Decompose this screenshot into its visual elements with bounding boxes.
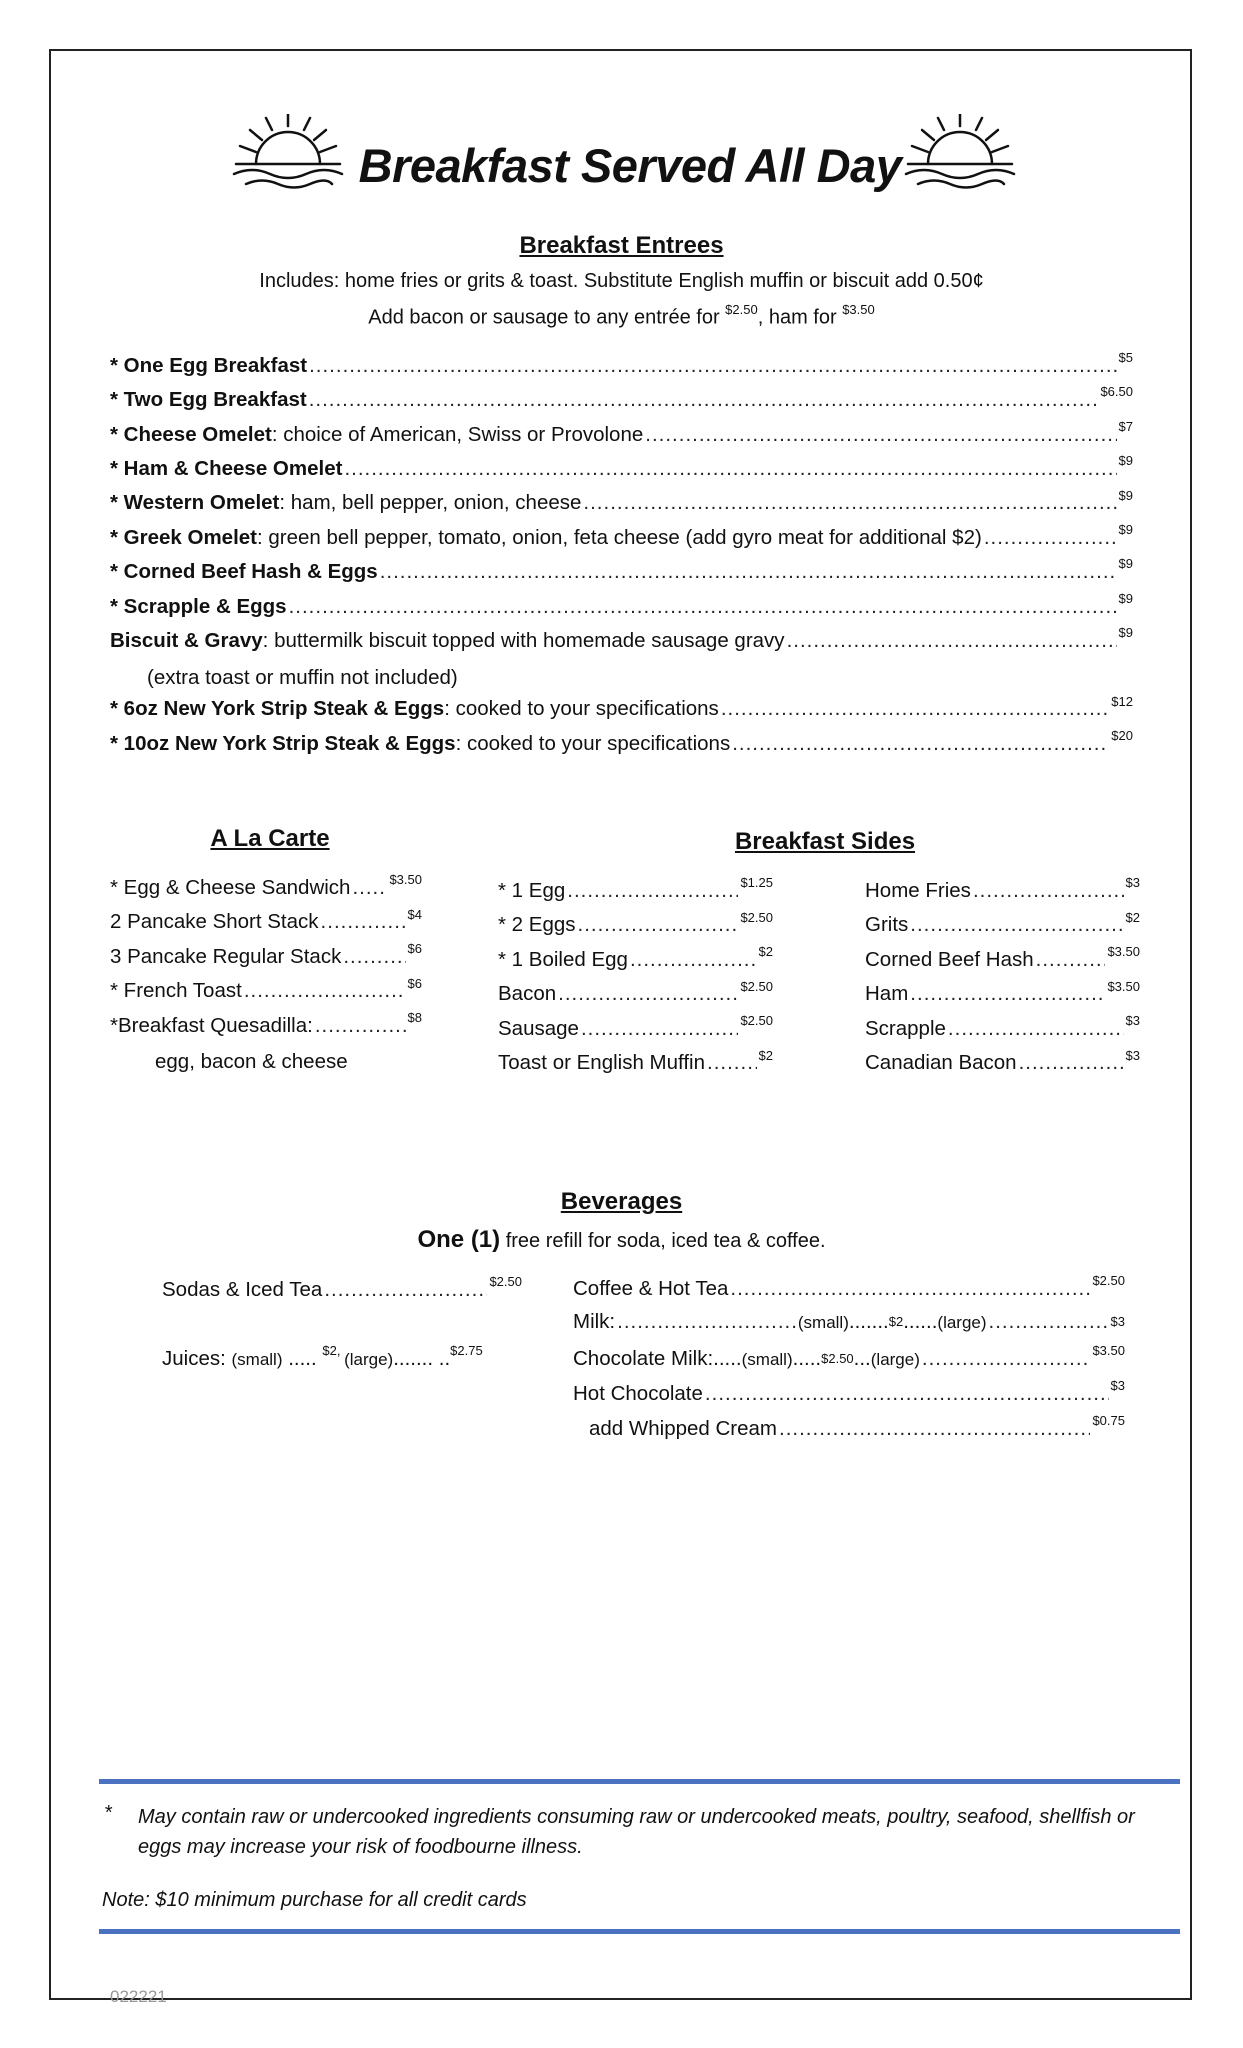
leader-dots [244, 979, 406, 1003]
price-whole: $9 [1118, 590, 1133, 606]
juices-large-cents: 75 [468, 1343, 483, 1358]
sunrise-left-icon [232, 114, 344, 194]
entree-desc: : cooked to your specifications [444, 697, 719, 721]
side-name: Scrapple [865, 1016, 946, 1040]
leader-dots [309, 354, 1116, 378]
choc-label: Chocolate Milk: [573, 1346, 714, 1370]
bev-hot-choc-price [1111, 1380, 1125, 1406]
alacarte-price [407, 975, 422, 1004]
price-whole: $3 [1125, 875, 1140, 890]
bev-hot-choc-row [573, 1380, 1125, 1410]
side-name: Grits [865, 913, 909, 937]
milk-large-price: $3 [1110, 1314, 1125, 1329]
footer-rule-bottom [99, 1929, 1180, 1934]
price-whole: $2. [1092, 1273, 1111, 1288]
side-price [740, 877, 773, 903]
sides-heading: Breakfast Sides [734, 828, 916, 855]
side-name: Canadian Bacon [865, 1051, 1017, 1075]
price-whole: $3. [1107, 944, 1126, 959]
alacarte-price [408, 943, 422, 969]
leader-dots [922, 1347, 1091, 1371]
bev-sodas-price [489, 1276, 522, 1302]
side-label [498, 1017, 579, 1041]
leader-dots [989, 1310, 1109, 1334]
price-cents: 50 [507, 1274, 522, 1289]
entree-desc: : cooked to your specifications [455, 731, 731, 755]
leader-dots [948, 1017, 1124, 1041]
leader-dots [352, 876, 387, 900]
leader-dots [732, 732, 1109, 756]
entree-label [110, 560, 378, 584]
alacarte-price [389, 874, 422, 900]
entree-label [110, 491, 581, 515]
price-whole: $12 [1111, 693, 1133, 709]
price-whole: $6 [407, 975, 422, 991]
leader-dots [309, 388, 1099, 412]
bev-whipped-row [589, 1415, 1125, 1445]
bev-sodas-name: Sodas & Iced Tea [162, 1277, 323, 1301]
alacarte-label [110, 876, 350, 900]
side-row [498, 909, 773, 942]
entree-row [110, 487, 1133, 520]
alacarte-row [110, 943, 422, 973]
entrees-heading: Breakfast Entrees [519, 232, 724, 259]
leader-dots [910, 982, 1105, 1006]
side-name: Bacon [498, 982, 557, 1006]
side-name: Sausage [498, 1016, 579, 1040]
entree-label [110, 697, 719, 721]
entree-desc: : ham, bell pepper, onion, cheese [279, 491, 582, 515]
bev-hot-choc-name: Hot Chocolate [573, 1381, 703, 1405]
entree-name: * Cheese Omelet [110, 422, 272, 446]
price-whole: $2. [740, 1013, 759, 1028]
leader-dots [380, 560, 1117, 584]
choc-small: (small) [741, 1349, 793, 1369]
beverages-heading: Beverages [560, 1188, 683, 1215]
addon-bacon-cents: 50 [743, 302, 758, 317]
entree-row [110, 524, 1133, 554]
alacarte-name: 3 Pancake Regular Stack [110, 944, 342, 968]
entree-price [1100, 386, 1133, 412]
entree-name: * Western Omelet [110, 491, 280, 515]
price-whole: $6 [407, 941, 422, 956]
footer-asterisk: * [104, 1802, 112, 1824]
entree-label [110, 526, 982, 550]
entree-label [110, 354, 307, 378]
menu-code: 022221 [110, 1987, 167, 2006]
leader-dots [343, 945, 405, 969]
entree-row [110, 418, 1133, 451]
leader-dots [730, 1277, 1090, 1301]
side-label [865, 1051, 1017, 1075]
entree-label [110, 629, 785, 653]
alacarte-name: *Breakfast Quesadilla: [110, 1013, 313, 1037]
bev-coffee-name: Coffee & Hot Tea [573, 1276, 729, 1300]
milk-large: (large) [937, 1313, 987, 1332]
side-name: * 1 Boiled Egg [498, 947, 628, 971]
entrees-includes-note: Includes: home fries or grits & toast. Substitute English muffin or biscuit add 0.50¢ [259, 270, 984, 292]
price-whole: $9 [1118, 487, 1133, 503]
biscuit-subnote: (extra toast or muffin not included) [147, 666, 458, 689]
entree-price [1119, 558, 1133, 584]
side-label [865, 948, 1034, 972]
entree-name: * Greek Omelet [110, 525, 257, 549]
price-cents: 50 [758, 909, 773, 925]
bev-whipped-price [1092, 1415, 1125, 1441]
juices-small: (small) [231, 1349, 283, 1369]
choc-large: (large) [870, 1349, 920, 1369]
side-name: Toast or English Muffin [498, 1051, 706, 1075]
price-whole: $2. [489, 1274, 508, 1289]
entree-price [1118, 590, 1133, 619]
choc-large-price-wrap [1092, 1345, 1125, 1371]
price-whole: $3 [1125, 1013, 1140, 1028]
alacarte-row [110, 975, 422, 1008]
entree-label [110, 388, 307, 412]
entree-price [1119, 627, 1133, 653]
leader-dots [973, 879, 1124, 903]
leader-dots [315, 1014, 406, 1038]
leader-dots [707, 1051, 757, 1075]
price-whole: $3 [1110, 1378, 1125, 1393]
side-row [498, 1047, 773, 1080]
entree-label [110, 732, 730, 756]
alacarte-label [110, 910, 319, 934]
leader-dots [630, 948, 757, 972]
price-whole: $9 [1118, 556, 1133, 572]
entree-label [110, 423, 643, 447]
alacarte-price [408, 1012, 422, 1038]
side-price [740, 978, 773, 1007]
alacarte-label [110, 945, 341, 969]
price-cents: 50 [1125, 944, 1140, 959]
entree-name: * Scrapple & Eggs [110, 594, 287, 618]
side-price [1126, 1015, 1140, 1041]
choc-large-cents: 50 [1110, 1343, 1125, 1358]
side-label [498, 982, 556, 1006]
alacarte-price [407, 906, 422, 935]
alacarte-name: 2 Pancake Short Stack [110, 910, 319, 934]
footer-warning: May contain raw or undercooked ingredients consuming raw or undercooked meats, poultry, seafood, shellfish or eggs may increase your risk of foodbourne illness. [138, 1806, 1135, 1858]
leader-dots [583, 491, 1116, 515]
footer-rule-top [99, 1779, 1180, 1784]
sunrise-right-icon [904, 114, 1016, 194]
price-whole: $9 [1118, 625, 1133, 641]
side-name: * 1 Egg [498, 878, 566, 902]
bev-choc-milk-row [573, 1345, 1125, 1375]
juices-large-price: $2. [450, 1343, 469, 1358]
side-row [865, 877, 1140, 907]
entree-price [1118, 418, 1133, 447]
entree-name: * One Egg Breakfast [110, 353, 308, 377]
refill-rest: free refill for soda, iced tea & coffee. [500, 1230, 826, 1252]
leader-dots [617, 1310, 796, 1334]
leader-dots [578, 913, 739, 937]
milk-small: (small) [797, 1313, 849, 1332]
entree-name: * 10oz New York Strip Steak & Eggs [110, 731, 456, 755]
entree-row [110, 693, 1133, 726]
milk-label: Milk: [573, 1310, 616, 1333]
refill-note [0, 1226, 1243, 1254]
side-row [498, 946, 773, 976]
milk-small-price: $2 [888, 1314, 904, 1329]
bev-coffee-price [1092, 1275, 1125, 1301]
side-label [865, 879, 971, 903]
leader-dots [787, 629, 1117, 653]
leader-dots [321, 910, 406, 934]
side-row [865, 978, 1140, 1011]
leader-dots [705, 1382, 1109, 1406]
price-whole: $3 [1125, 1047, 1140, 1063]
choc-small-price: $2. [821, 1350, 840, 1366]
price-whole: $7 [1118, 418, 1133, 434]
leader-dots [324, 1278, 487, 1302]
juices-large: (large) [344, 1349, 394, 1369]
entree-name: Biscuit & Gravy [110, 629, 263, 653]
entree-price [1119, 524, 1133, 550]
entree-desc: : buttermilk biscuit topped with homemade sausage gravy [262, 629, 785, 653]
leader-dots [558, 982, 738, 1006]
addon-text-b: , ham for [757, 306, 843, 329]
footer-credit-note: Note: $10 minimum purchase for all credit cards [102, 1889, 527, 1911]
side-name: Home Fries [865, 878, 971, 902]
price-whole: $6. [1100, 384, 1119, 400]
entree-label [110, 457, 342, 481]
leader-dots [289, 595, 1117, 619]
side-row [498, 978, 773, 1011]
choc-large-price: $3. [1092, 1343, 1111, 1358]
price-whole: $2. [740, 978, 759, 994]
leader-dots: ....... [848, 1310, 889, 1333]
alacarte-label [110, 979, 242, 1003]
leader-dots: ..... [713, 1346, 742, 1370]
choc-small-cents: 50 [839, 1350, 854, 1366]
price-whole: $9 [1118, 453, 1133, 469]
addon-ham-whole: $3. [842, 302, 861, 317]
leader-dots [567, 879, 738, 903]
bev-milk-row [573, 1310, 1125, 1340]
bev-sodas-row [162, 1276, 522, 1306]
alacarte-name: * French Toast [110, 979, 242, 1003]
entree-name: * Corned Beef Hash & Eggs [110, 560, 378, 584]
entree-row [110, 558, 1133, 588]
price-whole: $3. [389, 872, 408, 887]
entree-row [110, 352, 1133, 382]
price-cents: 50 [1110, 1273, 1125, 1288]
side-price [740, 909, 773, 938]
leader-dots [1036, 948, 1106, 972]
leader-dots [645, 423, 1116, 447]
leader-dots: ..... [792, 1346, 822, 1370]
alacarte-name: * Egg & Cheese Sandwich [110, 875, 351, 899]
side-row [498, 1015, 773, 1045]
price-whole: $2 [1125, 909, 1140, 925]
side-label [865, 913, 908, 937]
entree-name: * Two Egg Breakfast [110, 388, 307, 412]
quesadilla-subnote: egg, bacon & cheese [155, 1050, 348, 1073]
side-price [1126, 877, 1140, 903]
refill-bold: One (1) [417, 1226, 501, 1253]
price-whole: $4 [407, 906, 422, 922]
juices-small-price: $2, [322, 1343, 345, 1358]
price-whole: $9 [1118, 522, 1133, 537]
side-label [498, 1051, 705, 1075]
entree-price [1119, 455, 1133, 481]
side-price [1107, 946, 1140, 972]
entree-row [110, 386, 1133, 416]
addon-ham-cents: 50 [860, 302, 875, 317]
side-label [498, 879, 565, 903]
alacarte-heading: A La Carte [210, 825, 330, 852]
side-price [1125, 909, 1140, 938]
entrees-addon-note [0, 304, 1243, 330]
price-cents: 75 [1110, 1413, 1125, 1428]
entree-desc: : choice of American, Swiss or Provolone [271, 422, 644, 446]
entree-price [1119, 352, 1133, 378]
entree-row [110, 730, 1133, 760]
addon-text-a: Add bacon or sausage to any entrée for [368, 306, 726, 329]
leader-dots [721, 697, 1109, 721]
entree-row [110, 455, 1133, 485]
bev-whipped-name: add Whipped Cream [589, 1416, 778, 1440]
price-cents: 50 [1118, 384, 1133, 400]
price-whole: $20 [1111, 728, 1133, 743]
side-row [865, 909, 1140, 942]
price-whole: $2 [758, 944, 773, 959]
side-row [865, 1015, 1140, 1045]
entree-row [110, 590, 1133, 623]
entree-price [1111, 693, 1133, 722]
side-label [865, 982, 908, 1006]
price-whole: $5 [1118, 350, 1133, 365]
side-row [865, 946, 1140, 976]
leader-dots: ...... [903, 1310, 938, 1333]
price-whole: $2 [758, 1047, 773, 1063]
price-whole: $8 [407, 1010, 422, 1025]
alacarte-row [110, 874, 422, 904]
entree-label [110, 595, 287, 619]
entree-price [1111, 730, 1133, 756]
leader-dots: ..... [282, 1346, 323, 1370]
side-name: * 2 Eggs [498, 913, 576, 937]
entree-desc: : green bell pepper, tomato, onion, feta cheese (add gyro meat for additional $2) [257, 525, 982, 549]
side-label [498, 913, 576, 937]
side-price [758, 1047, 773, 1076]
alacarte-row [110, 906, 422, 939]
entree-name: * Ham & Cheese Omelet [110, 457, 343, 481]
leader-dots: ....... .. [393, 1346, 451, 1370]
price-whole: $1. [740, 875, 759, 890]
page-title: Breakfast Served All Day [358, 139, 902, 192]
leader-dots [344, 457, 1116, 481]
juices-label: Juices: [162, 1346, 232, 1370]
leader-dots [581, 1017, 739, 1041]
side-price [759, 946, 773, 972]
side-name: Corned Beef Hash [865, 947, 1034, 971]
leader-dots [779, 1417, 1090, 1441]
price-whole: $3. [1107, 978, 1126, 994]
title-block [0, 108, 1243, 200]
price-cents: 50 [407, 872, 422, 887]
price-whole: $0. [1092, 1413, 1111, 1428]
price-cents: 25 [758, 875, 773, 890]
alacarte-label [110, 1014, 313, 1038]
entree-name: * 6oz New York Strip Steak & Eggs [110, 697, 445, 721]
side-label [498, 948, 628, 972]
price-cents: 50 [758, 978, 773, 994]
leader-dots [910, 913, 1123, 937]
alacarte-row [110, 1012, 422, 1042]
addon-bacon-whole: $2. [725, 302, 744, 317]
entree-price [1118, 487, 1133, 516]
price-cents: 50 [758, 1013, 773, 1028]
bev-juices-row [162, 1345, 483, 1371]
side-price [1107, 978, 1140, 1007]
leader-dots: ... [853, 1346, 871, 1370]
side-price [740, 1015, 773, 1041]
side-price [1125, 1047, 1140, 1076]
side-row [865, 1047, 1140, 1080]
leader-dots [984, 526, 1117, 550]
price-whole: $2. [740, 909, 759, 925]
bev-coffee-row [573, 1275, 1125, 1305]
entree-row [110, 627, 1133, 657]
price-cents: 50 [1125, 978, 1140, 994]
leader-dots [1019, 1051, 1124, 1075]
side-label [865, 1017, 946, 1041]
side-row [498, 877, 773, 907]
side-name: Ham [865, 982, 909, 1006]
